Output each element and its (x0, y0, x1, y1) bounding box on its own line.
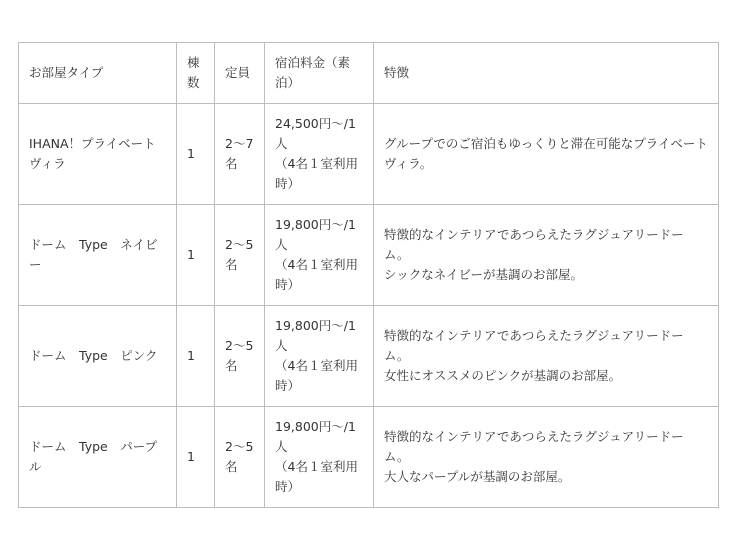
cell-capacity: 2〜7名 (215, 104, 265, 205)
cell-count: 1 (177, 104, 215, 205)
cell-count: 1 (177, 306, 215, 407)
cell-features: 特徴的なインテリアであつらえたラグジュアリードーム。 女性にオススメのピンクが基調のお部屋。 (374, 306, 719, 407)
header-room-type: お部屋タイプ (19, 43, 177, 104)
cell-room-type: ドーム Type ネイビー (19, 205, 177, 306)
table-row (19, 104, 719, 205)
table-row (19, 306, 719, 407)
header-count: 棟数 (177, 43, 215, 104)
cell-price: 19,800円〜/1人 （4名１室利用時） (265, 205, 374, 306)
header-price: 宿泊料金（素泊） (265, 43, 374, 104)
table-row (19, 205, 719, 306)
cell-capacity: 2〜5名 (215, 407, 265, 508)
header-features: 特徴 (374, 43, 719, 104)
cell-room-type: ドーム Type パープル (19, 407, 177, 508)
cell-features: 特徴的なインテリアであつらえたラグジュアリードーム。 シックなネイビーが基調のお部屋。 (374, 205, 719, 306)
cell-room-type: ドーム Type ピンク (19, 306, 177, 407)
cell-capacity: 2〜5名 (215, 205, 265, 306)
room-types-table (18, 42, 719, 508)
cell-capacity: 2〜5名 (215, 306, 265, 407)
cell-count: 1 (177, 205, 215, 306)
cell-price: 24,500円〜/1人 （4名１室利用時） (265, 104, 374, 205)
cell-count: 1 (177, 407, 215, 508)
cell-features: 特徴的なインテリアであつらえたラグジュアリードーム。 大人なパープルが基調のお部屋。 (374, 407, 719, 508)
table-row (19, 407, 719, 508)
cell-features: グループでのご宿泊もゆっくりと滞在可能なプライベートヴィラ。 (374, 104, 719, 205)
cell-price: 19,800円〜/1人 （4名１室利用時） (265, 407, 374, 508)
cell-room-type: IHANA！プライベートヴィラ (19, 104, 177, 205)
table-header-row (19, 43, 719, 104)
header-capacity: 定員 (215, 43, 265, 104)
cell-price: 19,800円〜/1人 （4名１室利用時） (265, 306, 374, 407)
